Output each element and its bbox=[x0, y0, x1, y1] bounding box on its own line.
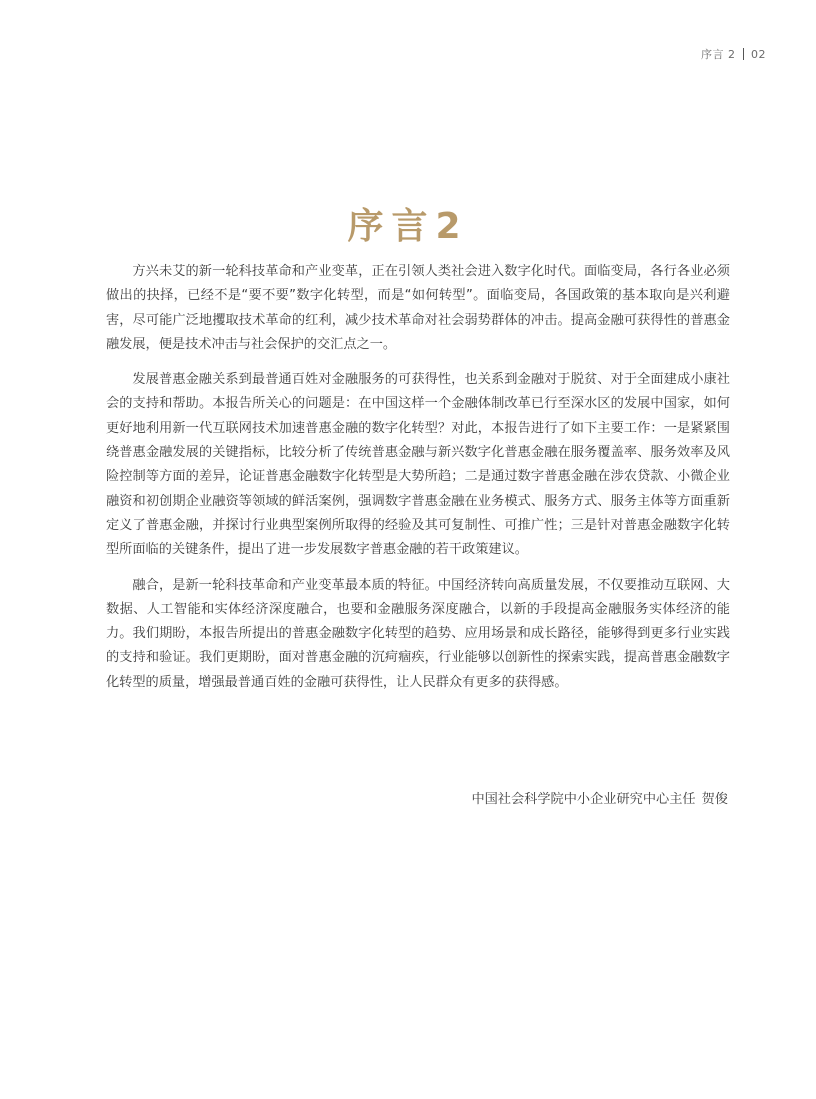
signature-affiliation: 中国社会科学院中小企业研究中心主任 bbox=[471, 792, 696, 807]
page-title: 序言2 bbox=[347, 206, 469, 248]
paragraph-1: 方兴未艾的新一轮科技革命和产业变革，正在引领人类社会进入数字化时代。面临变局，各行各业必须做出的抉择，已经不是“要不要”数字化转型，而是“如何转型”。面临变局，各国政策的基本取向是兴利避害，尽可能广泛地攫取技术革命的红利，减少技术革命对社会弱势群体的冲击。提高金融可获得性的普惠金融发展，便是技术冲击与社会保护的交汇点之一。 bbox=[106, 264, 730, 352]
header-divider bbox=[743, 48, 745, 60]
running-header bbox=[701, 46, 766, 62]
preface-body bbox=[106, 260, 730, 706]
signature-name: 贺俊 bbox=[701, 792, 728, 807]
header-section-label: 序言 2 bbox=[701, 48, 736, 61]
paragraph-3: 融合，是新一轮科技革命和产业变革最本质的特征。中国经济转向高质量发展，不仅要推动互联网、大数据、人工智能和实体经济深度融合，也要和金融服务深度融合，以新的手段提高金融服务实体经济的能力。我们期盼，本报告所提出的普惠金融数字化转型的趋势、应用场景和成长路径，能够得到更多行业实践的支持和验证。我们更期盼，面对普惠金融的沉疴痼疾，行业能够以创新性的探索实践，提高普惠金融数字化转型的质量，增强最普通百姓的金融可获得性，让人民群众有更多的获得感。 bbox=[106, 577, 730, 690]
page-number: 02 bbox=[751, 47, 766, 61]
paragraph-2: 发展普惠金融关系到最普通百姓对金融服务的可获得性，也关系到金融对于脱贫、对于全面建成小康社会的支持和帮助。本报告所关心的问题是：在中国这样一个金融体制改革已行至深水区的发展中国家，如何更好地利用新一代互联网技术加速普惠金融的数字化转型？对此，本报告进行了如下主要工作：一是紧紧围绕普惠金融发展的关键指标，比较分析了传统普惠金融与新兴数字化普惠金融在服务覆盖率、服务效率及风险控制等方面的差异，论证普惠金融数字化转型是大势所趋；二是通过数字普惠金融在涉农贷款、小微企业融资和初创期企业融资等领域的鲜活案例，强调数字普惠金融在业务模式、服务方式、服务主体等方面重新定义了普惠金融，并探讨行业典型案例所取得的经验及其可复制性、可推广性；三是针对普惠金融数字化转型所面临的关键条件，提出了进一步发展数字普惠金融的若干政策建议。 bbox=[106, 372, 730, 558]
signature bbox=[471, 788, 728, 812]
